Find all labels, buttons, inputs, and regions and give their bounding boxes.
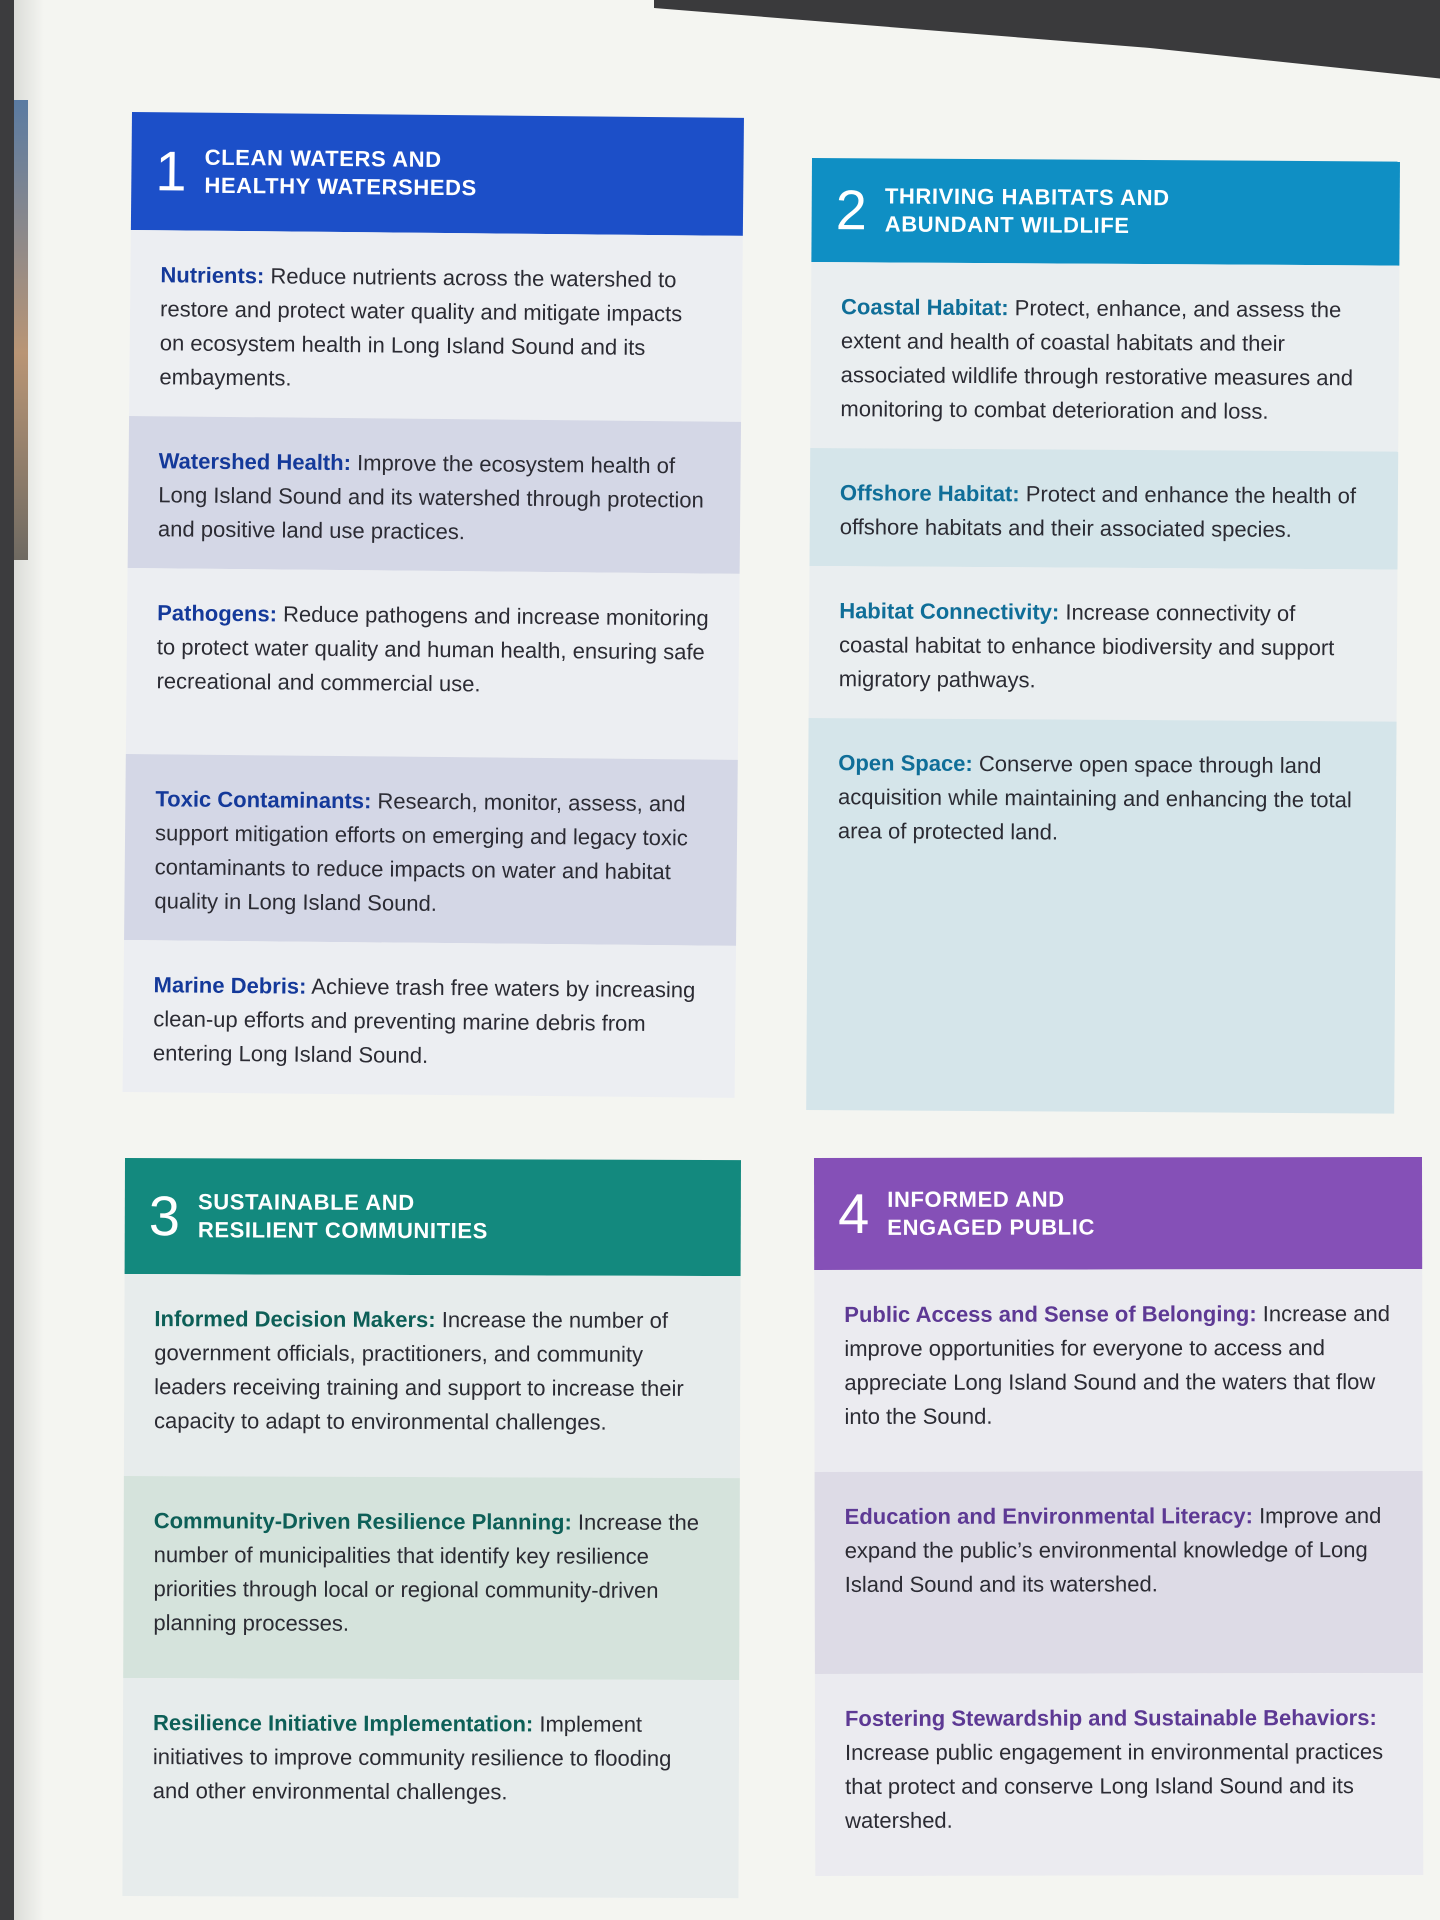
section-number: 4: [838, 1181, 870, 1245]
section-title: [198, 1188, 488, 1245]
section-title-line: RESILIENT COMMUNITIES: [197, 1217, 489, 1244]
section-resilient-communities: [122, 1158, 741, 1898]
goal-label: Pathogens:: [157, 600, 278, 627]
goal-label: Public Access and Sense of Belonging:: [844, 1301, 1257, 1327]
section-title-line: INFORMED AND: [887, 1186, 1065, 1212]
goal-text: Achieve trash free waters by increasing clean-up efforts and preventing marine debris from entering Long Island Sound.: [152, 973, 696, 1068]
goal-item-coastal-habitat: [810, 262, 1399, 452]
goal-label: Watershed Health:: [158, 448, 352, 476]
goal-item-nutrients: [129, 230, 743, 422]
section-title: [887, 1186, 1095, 1242]
goal-label: Open Space:: [838, 750, 973, 776]
goal-item-marine-debris: [123, 940, 736, 1098]
goal-item-pathogens: [126, 568, 740, 760]
goal-item-stewardship: [815, 1673, 1423, 1876]
section-title-line: SUSTAINABLE AND: [197, 1189, 415, 1216]
goal-label: Toxic Contaminants:: [155, 786, 372, 814]
goal-item-environmental-literacy: [815, 1471, 1423, 1674]
goal-text: Improve the ecosystem health of Long Island Sound and its watershed through protection and positive land use practices.: [157, 450, 704, 545]
goal-label: Offshore Habitat:: [839, 480, 1020, 507]
goal-text: Increase the number of municipalities that identify key resilience priorities through local or regional community-driven planning processes.: [153, 1509, 700, 1636]
section-clean-waters: [123, 112, 744, 1098]
goal-text: Increase and improve opportunities for everyone to access and appreciate Long Island Sound and the waters that flow into the Sound.: [844, 1300, 1390, 1429]
goal-item-informed-decision-makers: [124, 1274, 741, 1478]
goal-text: Increase public engagement in environmental practices that protect and conserve Long Island Sound and its watershed.: [845, 1739, 1384, 1833]
goal-label: Informed Decision Makers:: [154, 1306, 436, 1333]
section-header: [131, 112, 744, 236]
goal-text: Conserve open space through land acquisition while maintaining and enhancing the total area of protected land.: [837, 750, 1352, 845]
goal-text: Research, monitor, assess, and support mitigation efforts on emerging and legacy toxic contaminants to reduce impacts on water and habitat quality in Long Island Sound.: [154, 788, 688, 916]
section-header: [811, 158, 1400, 266]
section-number: 3: [148, 1184, 181, 1248]
goal-item-community-resilience-planning: [123, 1476, 740, 1680]
goal-label: Coastal Habitat:: [841, 294, 1009, 321]
goal-text: Increase the number of government officials, practitioners, and community leaders receiving training and support to increase their capacity to adapt to environmental challenges.: [154, 1307, 684, 1435]
goal-text: Protect, enhance, and assess the extent and health of coastal habitats and their associated wildlife through restorative measures and monitoring to combat deterioration and loss.: [840, 295, 1354, 424]
goal-label: Community-Driven Resilience Planning:: [153, 1508, 572, 1535]
background-surface: [654, 0, 1440, 80]
goal-label: Habitat Connectivity:: [839, 598, 1060, 625]
section-number: 1: [155, 139, 187, 203]
section-header: [125, 1158, 741, 1276]
section-number: 2: [835, 178, 868, 242]
goal-text: Protect and enhance the health of offshore habitats and their associated species.: [839, 481, 1357, 542]
goal-label: Fostering Stewardship and Sustainable Behaviors:: [844, 1705, 1377, 1731]
goal-text: Improve and expand the public’s environmental knowledge of Long Island Sound and its watershed.: [844, 1503, 1382, 1597]
goal-label: Marine Debris:: [153, 972, 307, 999]
brochure-page: [14, 0, 1440, 1920]
section-engaged-public: [814, 1157, 1423, 1876]
goal-text: Reduce pathogens and increase monitoring to protect water quality and human health, ensuring safe recreational and commercial use.: [156, 601, 709, 697]
facing-page-edge: [14, 100, 28, 560]
goal-item-watershed-health: [128, 416, 741, 574]
section-title: [204, 144, 477, 203]
goal-text: Increase connectivity of coastal habitat to enhance biodiversity and support migratory pathways.: [838, 599, 1335, 693]
goal-item-toxic-contaminants: [124, 754, 738, 946]
goal-label: Resilience Initiative Implementation:: [152, 1710, 534, 1737]
goal-item-offshore-habitat: [810, 448, 1399, 570]
section-thriving-habitats: [806, 158, 1400, 1114]
section-title-line: ABUNDANT WILDLIFE: [884, 211, 1130, 238]
goal-label: Nutrients:: [160, 262, 265, 289]
section-title-line: HEALTHY WATERSHEDS: [204, 172, 477, 201]
goal-item-open-space: [806, 718, 1396, 1114]
goal-item-resilience-implementation: [122, 1678, 739, 1898]
goal-text: Implement initiatives to improve community resilience to flooding and other environmental challenges.: [152, 1711, 672, 1805]
section-title-line: THRIVING HABITATS AND: [884, 183, 1170, 211]
section-title-line: ENGAGED PUBLIC: [887, 1214, 1095, 1240]
goal-label: Education and Environmental Literacy:: [844, 1503, 1253, 1529]
goal-text: Reduce nutrients across the watershed to restore and protect water quality and mitigate impacts on ecosystem health in Long Island Sound and its embayments.: [159, 263, 683, 391]
section-title: [885, 182, 1170, 240]
section-title-line: CLEAN WATERS AND: [204, 144, 442, 172]
section-header: [814, 1157, 1422, 1270]
goal-item-public-access: [814, 1269, 1422, 1472]
goal-item-habitat-connectivity: [809, 566, 1398, 722]
